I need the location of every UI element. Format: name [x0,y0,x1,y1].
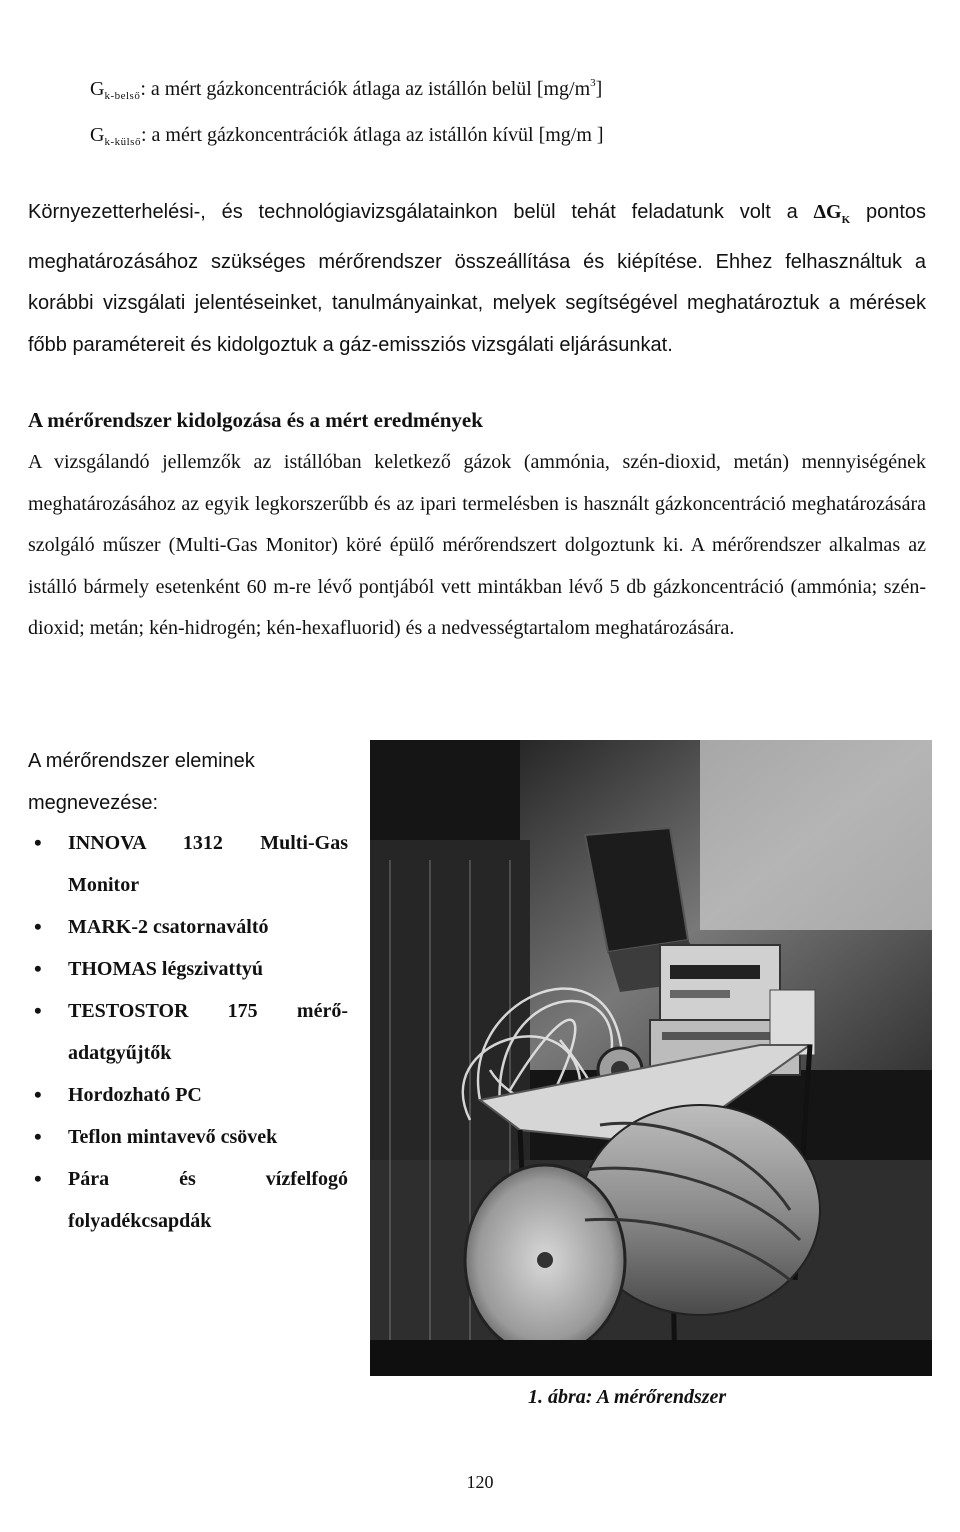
list-intro: A mérőrendszer eleminek megnevezése: [28,750,255,814]
list-item: • Teflon mintavevő csövek [28,1116,348,1158]
definition-text: : a mért gázkoncentrációk átlaga az istállón kívül [mg/m [140,124,592,146]
symbol-subscript: k-külső [104,136,141,148]
list-item: • Hordozható PC [28,1074,348,1116]
symbol-subscript: k-belső [104,90,141,102]
list-item: • THOMAS légszivattyú [28,948,348,990]
delta-g-subscript: K [841,214,851,226]
paragraph-method: A vizsgálandó jellemzők az istállóban keletkező gázok (ammónia, szén-dioxid, metán) mennyiségének meghatározásához az egyik legkorszerűbb és az ipari termelésben is használt gázkoncentráció meghatározására szolgáló műszer (Multi-Gas Monitor) köré épülő mérőrendszert dolgoztunk ki. A mérőrendszer alkalmas az istálló bármely esetenként 60 m-re lévő pontjából vett mintákban lévő 5 db gázkoncentráció (ammónia; szén-dioxid; metán; kén-hidrogén; kén-hexafluorid) és a nedvességtartalom meghatározására. [28,451,926,639]
measurement-system-photo [370,740,932,1376]
paragraph-text: Környezetterhelési-, és technológiavizsgálatainkon belül tehát feladatunk volt a [28,201,814,223]
list-item: • Pára és vízfelfogó folyadékcsapdák [28,1158,348,1242]
definition-k-kulso [90,116,604,155]
figure-caption: 1. ábra: A mérőrendszer [528,1386,727,1408]
definition-text: : a mért gázkoncentrációk átlaga az istállón belül [mg/m [140,78,591,100]
definition-close: ] [591,124,604,146]
list-item: • TESTOSTOR 175 mérő-adatgyűjtők [28,990,348,1074]
delta-g-symbol: ΔG [813,201,842,223]
definition-k-belso [90,70,602,109]
symbol: G [90,78,105,100]
paragraph-text: pontos meghatározásához szükséges mérőrendszer összeállítása és kiépítése. Ehhez felhasználtuk a korábbi vizsgálati jelentéseinket, tanulmányainkat, melyek segítségével meghatároztuk a mérések főbb paramétereit és kidolgoztuk a gáz-emissziós vizsgálati eljárásunkat. [28,201,926,356]
symbol: G [90,124,105,146]
list-item: • MARK-2 csatornaváltó [28,906,348,948]
superscript: 3 [590,77,596,89]
section-heading: A mérőrendszer kidolgozása és a mért eredmények [28,408,483,432]
paragraph-intro [28,192,926,366]
page-number: 120 [466,1472,494,1492]
equipment-list [28,822,348,1242]
list-item: • INNOVA 1312 Multi-Gas Monitor [28,822,348,906]
definition-close: ] [595,78,603,100]
photo-illustration [370,740,932,1376]
